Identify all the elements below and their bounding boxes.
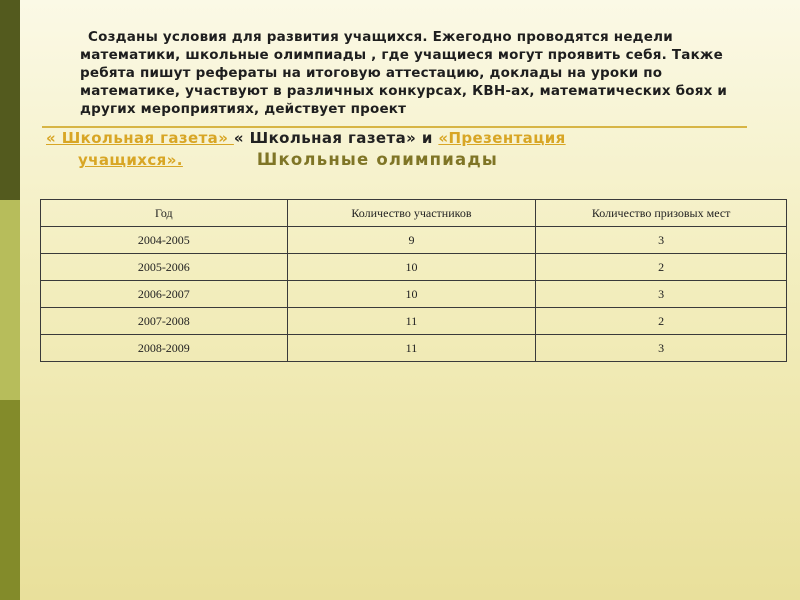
section-title: Школьные олимпиады xyxy=(256,150,498,169)
cell-participants: 11 xyxy=(287,308,536,335)
side-band-dark xyxy=(0,0,20,200)
cell-year: 2008-2009 xyxy=(41,335,288,362)
table-row xyxy=(41,281,787,308)
table-row xyxy=(41,254,787,281)
school-newspaper-link[interactable]: « Школьная газета» xyxy=(46,129,234,147)
table-row xyxy=(41,335,787,362)
cell-participants: 10 xyxy=(287,281,536,308)
header-prizes: Количество призовых мест xyxy=(536,200,787,227)
intro-paragraph xyxy=(80,28,760,118)
cell-year: 2007-2008 xyxy=(41,308,288,335)
school-newspaper-text: « Школьная газета» и xyxy=(233,129,439,147)
cell-participants: 11 xyxy=(287,335,536,362)
olympiad-table xyxy=(40,199,787,362)
table-header-row xyxy=(41,200,787,227)
cell-prizes: 2 xyxy=(536,254,787,281)
presentation-link-start[interactable]: «Презентация xyxy=(438,129,566,147)
intro-text: Созданы условия для развития учащихся. Ежегодно проводятся недели математики, школьные олимпиады , где учащиеся могут проявить себя. Также ребята пишут рефераты на итоговую аттестацию, доклады на уроки по математике, участвуют в различных конкурсах, КВН-ах, математических боях и других мероприятиях, действует проект xyxy=(80,29,728,117)
links-block xyxy=(46,128,746,171)
cell-participants: 10 xyxy=(287,254,536,281)
cell-year: 2006-2007 xyxy=(41,281,288,308)
cell-prizes: 2 xyxy=(536,308,787,335)
header-year: Год xyxy=(41,200,288,227)
cell-year: 2004-2005 xyxy=(41,227,288,254)
header-participants: Количество участников xyxy=(287,200,536,227)
table-row xyxy=(41,308,787,335)
cell-prizes: 3 xyxy=(536,227,787,254)
cell-participants: 9 xyxy=(287,227,536,254)
table-row xyxy=(41,227,787,254)
cell-year: 2005-2006 xyxy=(41,254,288,281)
cell-prizes: 3 xyxy=(536,281,787,308)
side-band-light xyxy=(0,200,20,400)
side-band-mid xyxy=(0,400,20,600)
cell-prizes: 3 xyxy=(536,335,787,362)
presentation-link-end[interactable]: учащихся». xyxy=(78,151,183,169)
